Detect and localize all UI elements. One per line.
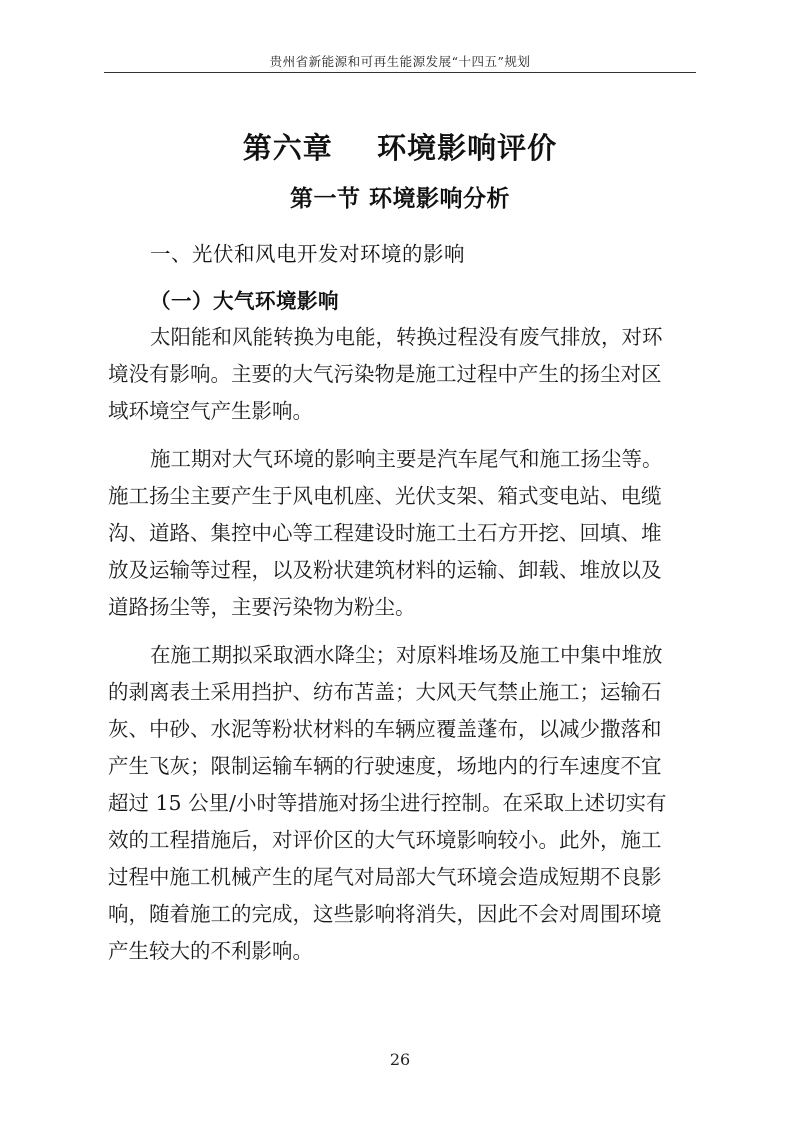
body-line: 施工扬尘主要产生于风电机座、光伏支架、箱式变电站、电缆 [108,484,662,508]
body-line: 的剥离表土采用挡护、纺布苫盖；大风天气禁止施工；运输石 [108,680,662,704]
body-line: 域环境空气产生影响。 [108,399,313,423]
body-line: 太阳能和风能转换为电能，转换过程没有废气排放，对环 [150,325,663,349]
running-header: 贵州省新能源和可再生能源发展“十四五”规划 [269,54,531,69]
subsubsection-heading: （一）大气环境影响 [150,289,339,313]
body-line: 道路扬尘等，主要污染物为粉尘。 [108,595,416,619]
subsection-heading: 一、光伏和风电开发对环境的影响 [150,242,465,266]
body-line: 效的工程措施后，对评价区的大气环境影响较小。此外，施工 [108,828,662,852]
chapter-title: 第六章 环境影响评价 [242,131,558,165]
body-line: 境没有影响。主要的大气污染物是施工过程中产生的扬尘对区 [108,362,662,386]
section-title: 第一节 环境影响分析 [289,185,510,212]
body-line: 响，随着施工的完成，这些影响将消失，因此不会对周围环境 [108,902,662,926]
page-number: 26 [389,1050,411,1069]
body-line: 产生较大的不利影响。 [108,939,313,963]
body-line: 过程中施工机械产生的尾气对局部大气环境会造成短期不良影 [108,865,662,889]
body-line: 超过 15 公里/小时等措施对扬尘进行控制。在采取上述切实有 [108,791,667,815]
body-line: 沟、道路、集控中心等工程建设时施工土石方开挖、回填、堆 [108,521,662,545]
body-line: 施工期对大气环境的影响主要是汽车尾气和施工扬尘等。 [150,447,663,471]
body-line: 放及运输等过程，以及粉状建筑材料的运输、卸载、堆放以及 [108,558,662,582]
body-line: 在施工期拟采取洒水降尘；对原料堆场及施工中集中堆放 [150,643,663,667]
body-line: 灰、中砂、水泥等粉状材料的车辆应覆盖蓬布，以减少撒落和 [108,717,662,741]
body-line: 产生飞灰；限制运输车辆的行驶速度，场地内的行车速度不宜 [108,754,662,778]
